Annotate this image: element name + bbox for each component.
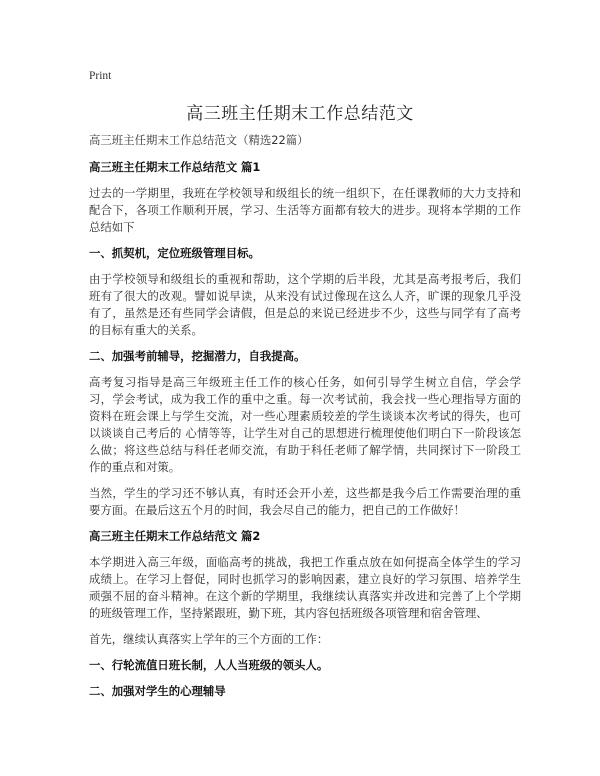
part2-heading: 高三班主任期末工作总结范文 篇2 [89, 529, 261, 543]
print-link[interactable]: Print [89, 70, 112, 82]
part2-lead-paragraph: 首先，继续认真落实上学年的三个方面的工作： [89, 632, 329, 646]
part2-item2-heading: 二、加强对学生的心理辅导 [89, 684, 226, 698]
part1-intro-paragraph: 过去的一学期里，我班在学校领导和级组长的统一组织下，在任课教师的大力支持和配合下，各项工作顺利开展，学习、生活等方面都有较大的进步。现将本学期的工作总结如下 [89, 186, 521, 234]
part1-heading: 高三班主任期末工作总结范文 篇1 [89, 160, 261, 174]
part1-section1-paragraph: 由于学校领导和级组长的重视和帮助，这个学期的后半段，尤其是高考报考后，我们班有了很大的改观。譬如说早读，从来没有试过像现在这么人齐，旷课的现象几乎没有了，虽然是还有些同学会请假，但是总的来说已经进步不少，这些与同学有了高考的目标有重大的关系。 [89, 272, 521, 337]
part1-section2-paragraph: 高考复习指导是高三年级班主任工作的核心任务，如何引导学生树立自信，学会学习，学会考试，成为我工作的重中之重。每一次考试前，我会找一些心理指导方面的资料在班会课上与学生交流，对一些心理素质较差的学生谈谈本次考试的得失，也可以谈谈自己考后的 心情等等，让学生对自己的思想进行梳理使他们明白下一阶段该怎么做；将这些总结与科任老师交流，有助于科任老师了解学情，共同探讨下一阶段工作的重点和对策。 [89, 375, 521, 474]
document-body [89, 132, 521, 709]
part1-section2-heading: 二、加强考前辅导，挖掘潜力，自我提高。 [89, 349, 306, 363]
document-subtitle: 高三班主任期末工作总结范文（精选22篇） [89, 133, 309, 147]
part1-section1-heading: 一、抓契机，定位班级管理目标。 [89, 246, 260, 260]
part2-intro-paragraph: 本学期进入高三年级，面临高考的挑战，我把工作重点放在如何提高全体学生的学习成绩上。在学习上督促，同时也抓学习的影响因素，建立良好的学习氛围、培养学生顽强不屈的奋斗精神。在这个新的学期里，我继续认真落实并改进和完善了上个学期的班级管理工作，坚持紧跟班，勤下班，其内容包括班级各项管理和宿舍管理、 [89, 555, 521, 620]
part1-closing-paragraph: 当然，学生的学习还不够认真，有时还会开小差，这些都是我今后工作需要治理的重要方面。在最后这五个月的时间，我会尽自己的能力，把自己的工作做好！ [89, 486, 521, 517]
part2-item1-heading: 一、行轮流值日班长制，人人当班级的领头人。 [89, 658, 329, 672]
document-title: 高三班主任期末工作总结范文 [186, 104, 414, 124]
